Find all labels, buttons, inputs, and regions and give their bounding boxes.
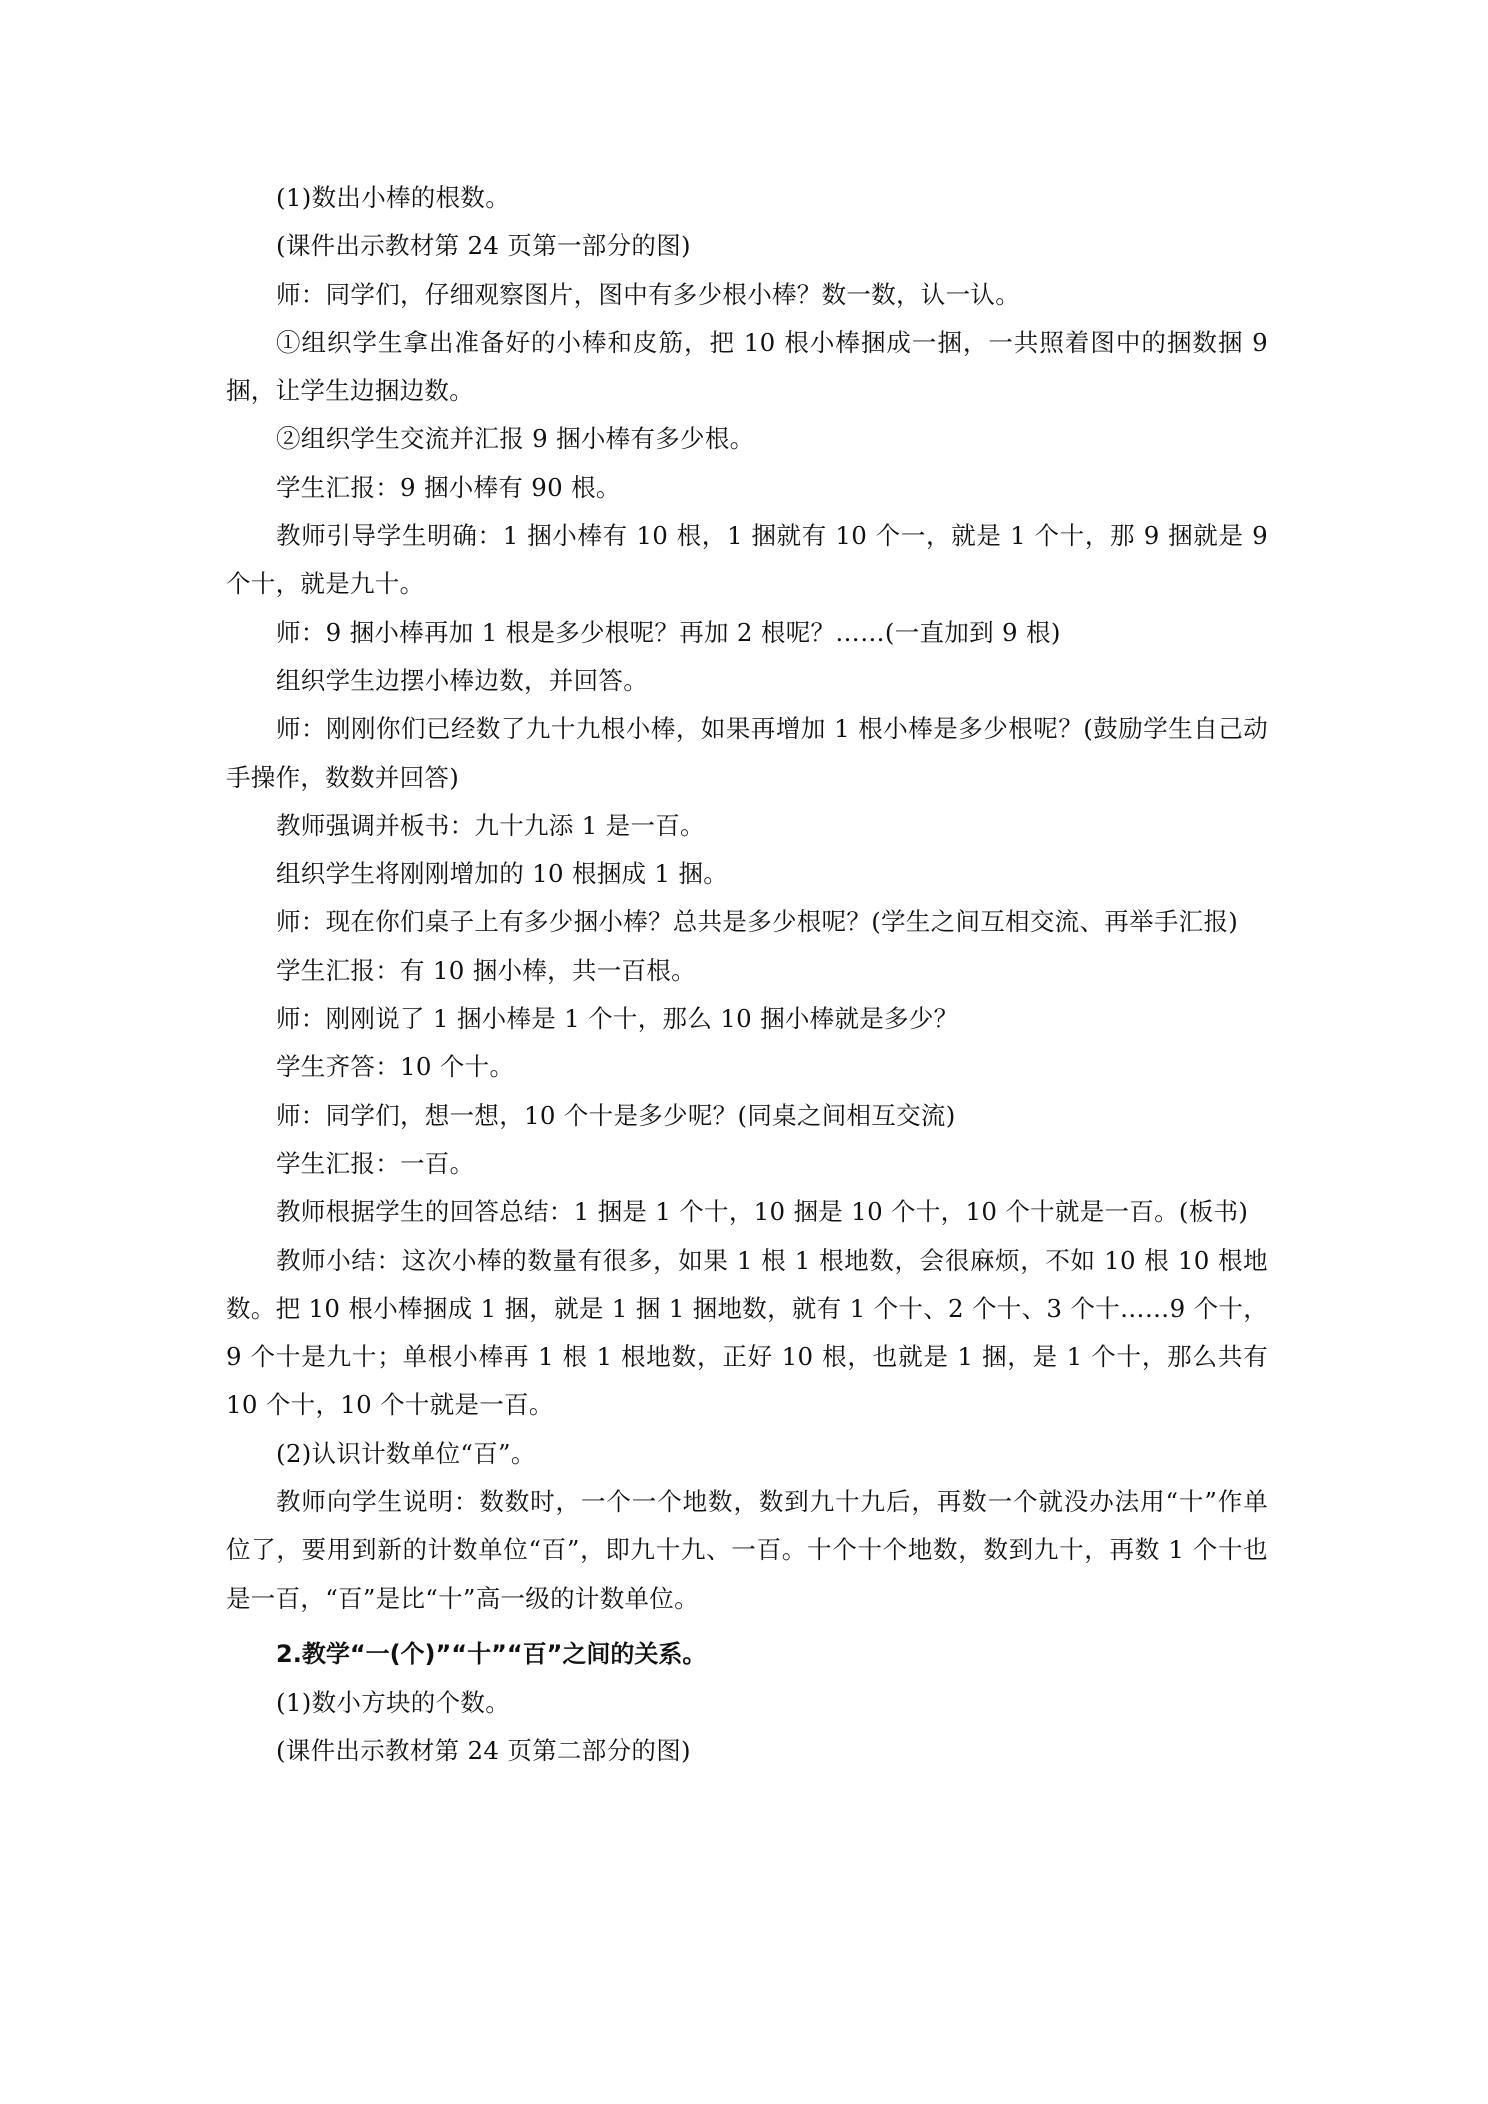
bundle-ten: 组织学生将刚刚增加的 10 根捆成 1 捆。 [276,859,729,889]
student-report-hundred: 学生汇报：有 10 捆小棒，共一百根。 [276,955,696,985]
step-2-label: (2)认识计数单位“百”。 [276,1438,536,1468]
teacher-think: 师：同学们，想一想，10 个十是多少呢？(同桌之间相互交流) [276,1100,956,1130]
paragraph-ninety-nine: 师：刚刚你们已经数了九十九根小棒，如果再增加 1 根小棒是多少根呢？(鼓励学生自己动手操作，数数并回答) [226,714,1268,792]
section-heading: 2.教学“一(个)”“十”“百”之间的关系。 [276,1639,707,1668]
student-report-90: 学生汇报：9 捆小棒有 90 根。 [276,472,621,502]
student-report-one-hundred: 学生汇报：一百。 [276,1148,475,1178]
student-count: 组织学生边摆小棒边数，并回答。 [276,665,648,695]
paragraph-desk-question: 师：现在你们桌子上有多少捆小棒？总共是多少根呢？(学生之间互相交流、再举手汇报) [276,907,1239,937]
paragraph-counting-unit: 教师向学生说明：数数时，一个一个地数，数到九十九后，再数一个就没办法用“十”作单位了，要用到新的计数单位“百”，即九十九、一百。十个十个地数，数到九十，再数 1 个十也是一百，“百”是比“十”高一级的计数单位。 [226,1487,1268,1613]
paragraph-bundle-sticks: ①组织学生拿出准备好的小棒和皮筋，把 10 根小棒捆成一捆，一共照着图中的捆数捆 9 捆，让学生边捆边数。 [226,327,1268,406]
courseware-note: (课件出示教材第 24 页第一部分的图) [276,231,691,261]
teacher-add-one: 师：9 捆小棒再加 1 根是多少根呢？再加 2 根呢？……(一直加到 9 根) [276,617,1061,647]
courseware-note-2: (课件出示教材第 24 页第二部分的图) [276,1736,691,1766]
exchange-report: ②组织学生交流并汇报 9 捆小棒有多少根。 [276,424,755,454]
student-answer: 学生齐答：10 个十。 [276,1052,515,1082]
teacher-question: 师：同学们，仔细观察图片，图中有多少根小棒？数一数，认一认。 [276,279,1020,309]
teacher-ten-bundles: 师：刚刚说了 1 捆小棒是 1 个十，那么 10 捆小棒就是多少？ [276,1004,959,1034]
count-blocks-label: (1)数小方块的个数。 [276,1687,511,1717]
paragraph-teacher-summary: 教师小结：这次小棒的数量有很多，如果 1 根 1 根地数，会很麻烦，不如 10 根 10 根地数。把 10 根小棒捆成 1 捆，就是 1 捆 1 捆地数，就有 1 个十、2 个十、3 个十……9 个十，9 个十是九十；单根小棒再 1 根 1 根地数，正好 10 根，也就是 1 捆，是 1 个十，那么共有 10 个十，10 个十就是一百。 [226,1245,1268,1420]
teacher-summary-line: 教师根据学生的回答总结：1 捆是 1 个十，10 捆是 10 个十，10 个十就是一百。(板书) [276,1197,1249,1227]
paragraph-teacher-guide: 教师引导学生明确：1 捆小棒有 10 根，1 捆就有 10 个一，就是 1 个十，那 9 捆就是 9 个十，就是九十。 [226,521,1268,599]
board-note: 教师强调并板书：九十九添 1 是一百。 [276,810,705,840]
step-1-label: (1)数出小棒的根数。 [276,183,511,212]
